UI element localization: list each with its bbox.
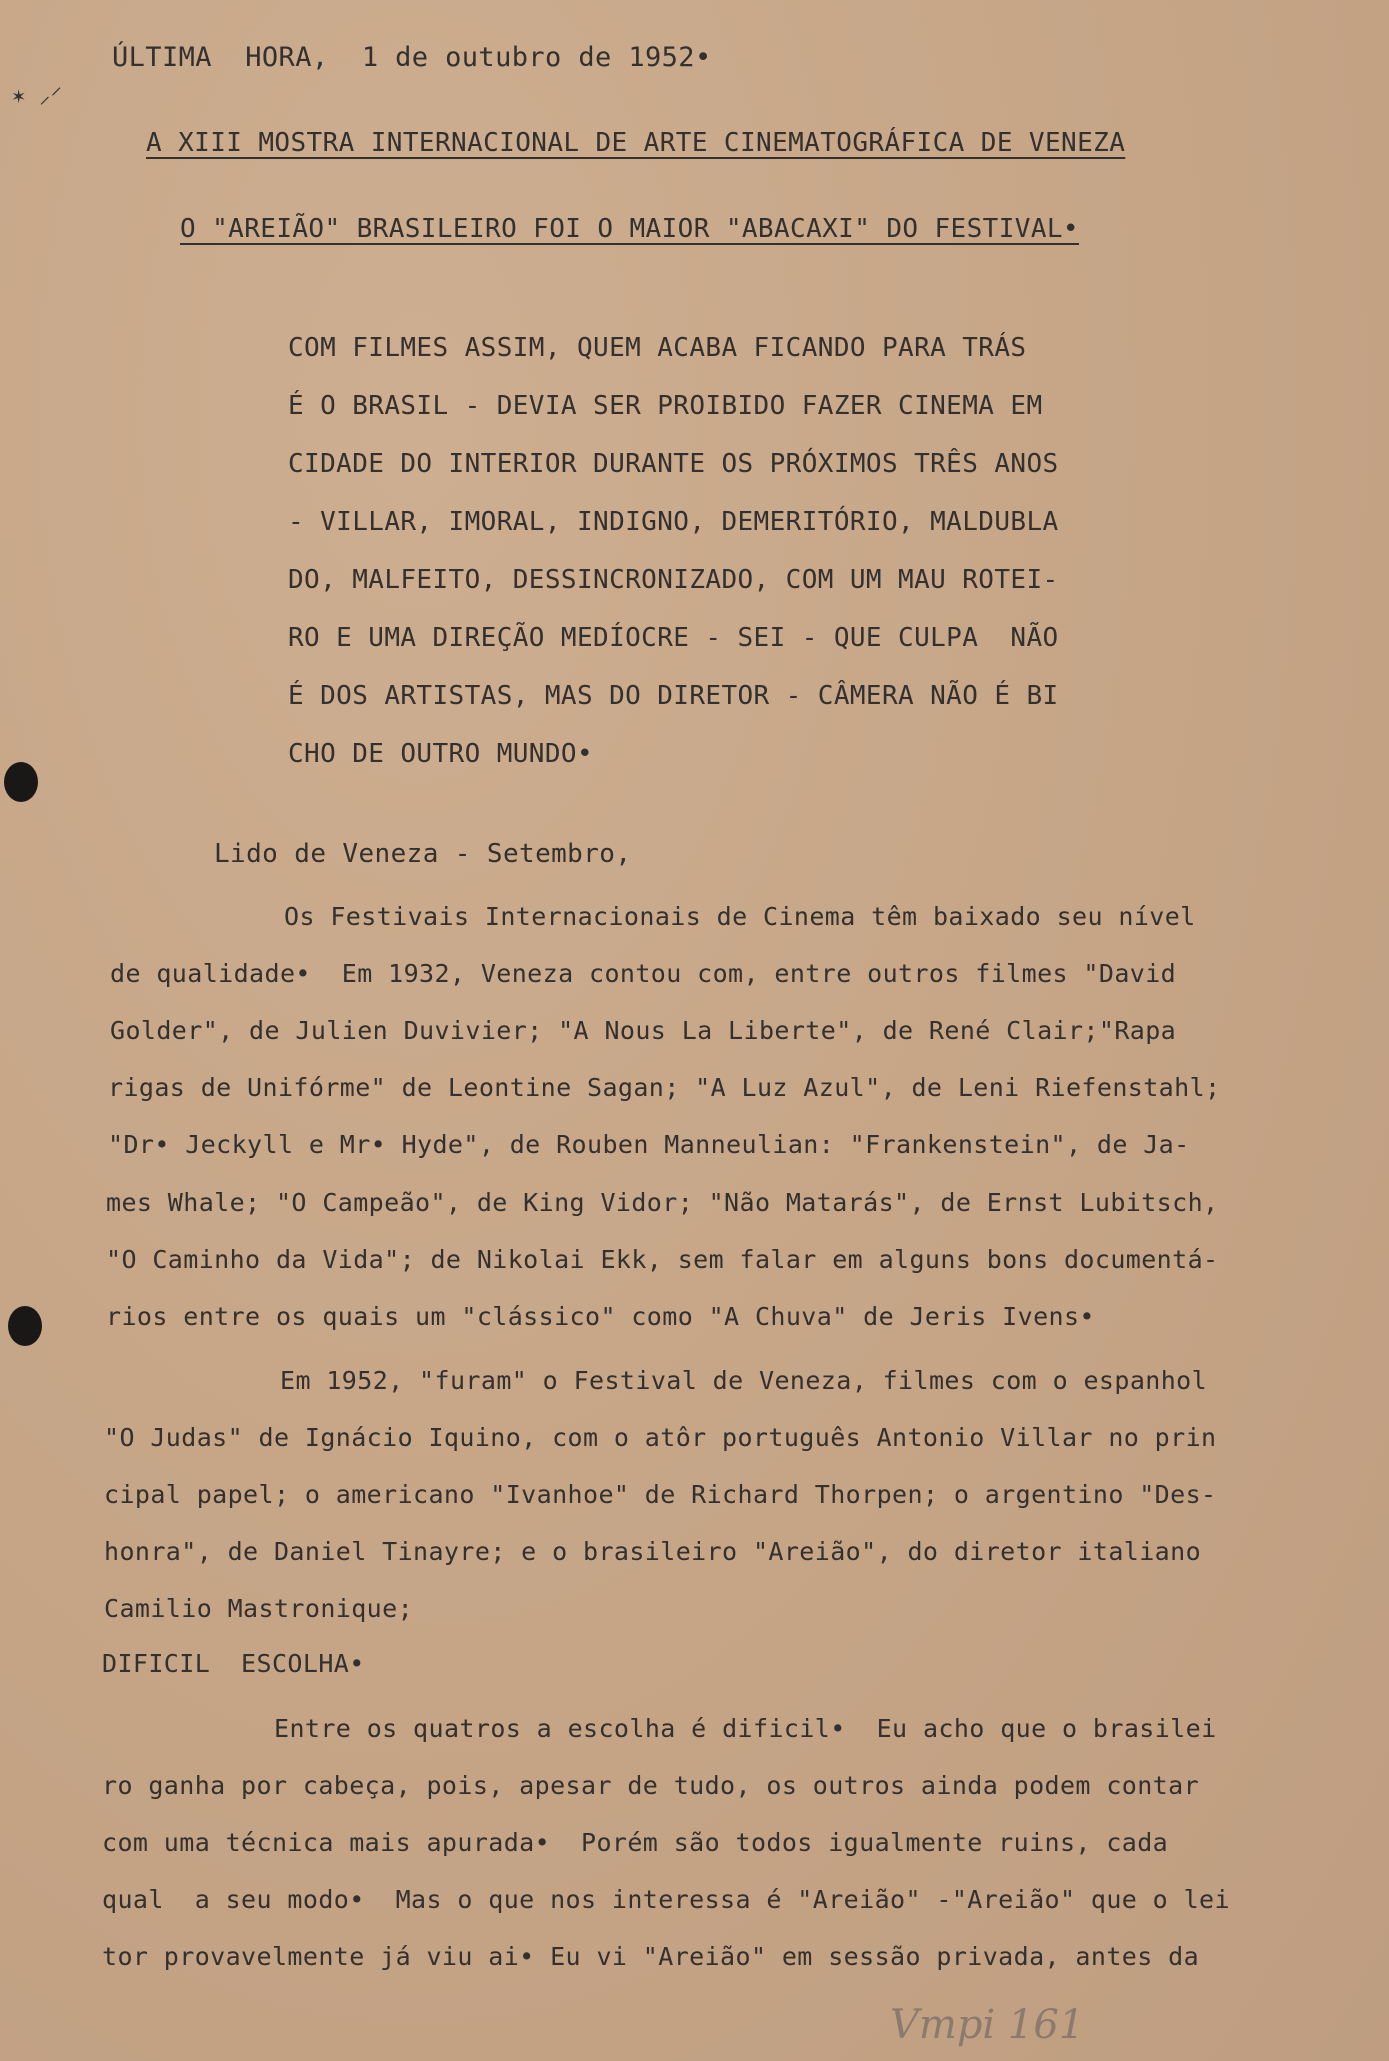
subheading-line: É DOS ARTISTAS, MAS DO DIRETOR - CÂMERA NÃO É BI: [288, 681, 1059, 711]
subheading-line: RO E UMA DIREÇÃO MEDÍOCRE - SEI - QUE CULPA NÃO: [288, 623, 1059, 653]
dateline: Lido de Veneza - Setembro,: [214, 839, 632, 869]
body-line: Camilio Mastronique;: [104, 1594, 414, 1623]
handwritten-mark: ✶ ⸝⸍: [12, 84, 63, 109]
body-line: qual a seu modo• Mas o que nos interessa é "Areião" -"Areião" que o lei: [102, 1885, 1230, 1914]
handwritten-archive-number: Vmpi 161: [890, 2002, 1085, 2048]
body-line: honra", de Daniel Tinayre; e o brasileiro "Areião", do diretor italiano: [104, 1537, 1202, 1566]
body-line: rigas de Unifórme" de Leontine Sagan; "A Luz Azul", de Leni Riefenstahl;: [108, 1073, 1221, 1102]
body-line: de qualidade• Em 1932, Veneza contou com, entre outros filmes "David: [110, 959, 1177, 988]
punch-hole: [8, 1306, 42, 1346]
subheading-line: CHO DE OUTRO MUNDO•: [288, 739, 594, 769]
body-line: mes Whale; "O Campeão", de King Vidor; "Não Matarás", de Ernst Lubitsch,: [106, 1188, 1219, 1217]
subheading-line: COM FILMES ASSIM, QUEM ACABA FICANDO PARA TRÁS: [288, 333, 1027, 363]
punch-hole: [4, 762, 38, 802]
body-line: cipal papel; o americano "Ivanhoe" de Richard Thorpen; o argentino "Des-: [104, 1480, 1217, 1509]
subheading-line: DO, MALFEITO, DESSINCRONIZADO, COM UM MAU ROTEI-: [288, 565, 1059, 595]
section-heading: DIFICIL ESCOLHA•: [102, 1649, 365, 1678]
subheading-line: - VILLAR, IMORAL, INDIGNO, DEMERITÓRIO, MALDUBLA: [288, 507, 1059, 537]
body-line: "O Judas" de Ignácio Iquino, com o atôr português Antonio Villar no prin: [104, 1423, 1217, 1452]
body-line: Em 1952, "furam" o Festival de Veneza, filmes com o espanhol: [280, 1366, 1208, 1395]
subheading-line: É O BRASIL - DEVIA SER PROIBIDO FAZER CINEMA EM: [288, 391, 1043, 421]
title-line-2: O "AREIÃO" BRASILEIRO FOI O MAIOR "ABACAXI" DO FESTIVAL•: [180, 214, 1079, 244]
subheading-line: CIDADE DO INTERIOR DURANTE OS PRÓXIMOS TRÊS ANOS: [288, 449, 1059, 479]
title-line-1: A XIII MOSTRA INTERNACIONAL DE ARTE CINEMATOGRÁFICA DE VENEZA: [146, 128, 1126, 158]
body-line: com uma técnica mais apurada• Porém são todos igualmente ruins, cada: [102, 1828, 1169, 1857]
body-line: ro ganha por cabeça, pois, apesar de tudo, os outros ainda podem contar: [102, 1771, 1200, 1800]
body-line: Os Festivais Internacionais de Cinema têm baixado seu nível: [284, 902, 1196, 931]
newspaper-header: ÚLTIMA HORA, 1 de outubro de 1952•: [112, 42, 712, 73]
body-line: Entre os quatros a escolha é dificil• Eu acho que o brasilei: [274, 1714, 1217, 1743]
body-line: tor provavelmente já viu ai• Eu vi "Areião" em sessão privada, antes da: [102, 1942, 1200, 1971]
body-line: "O Caminho da Vida"; de Nikolai Ekk, sem falar em alguns bons documentá-: [106, 1245, 1219, 1274]
body-line: rios entre os quais um "clássico" como "A Chuva" de Jeris Ivens•: [106, 1302, 1095, 1331]
body-line: "Dr• Jeckyll e Mr• Hyde", de Rouben Manneulian: "Frankenstein", de Ja-: [108, 1130, 1190, 1159]
body-line: Golder", de Julien Duvivier; "A Nous La Liberte", de René Clair;"Rapa: [110, 1016, 1177, 1045]
